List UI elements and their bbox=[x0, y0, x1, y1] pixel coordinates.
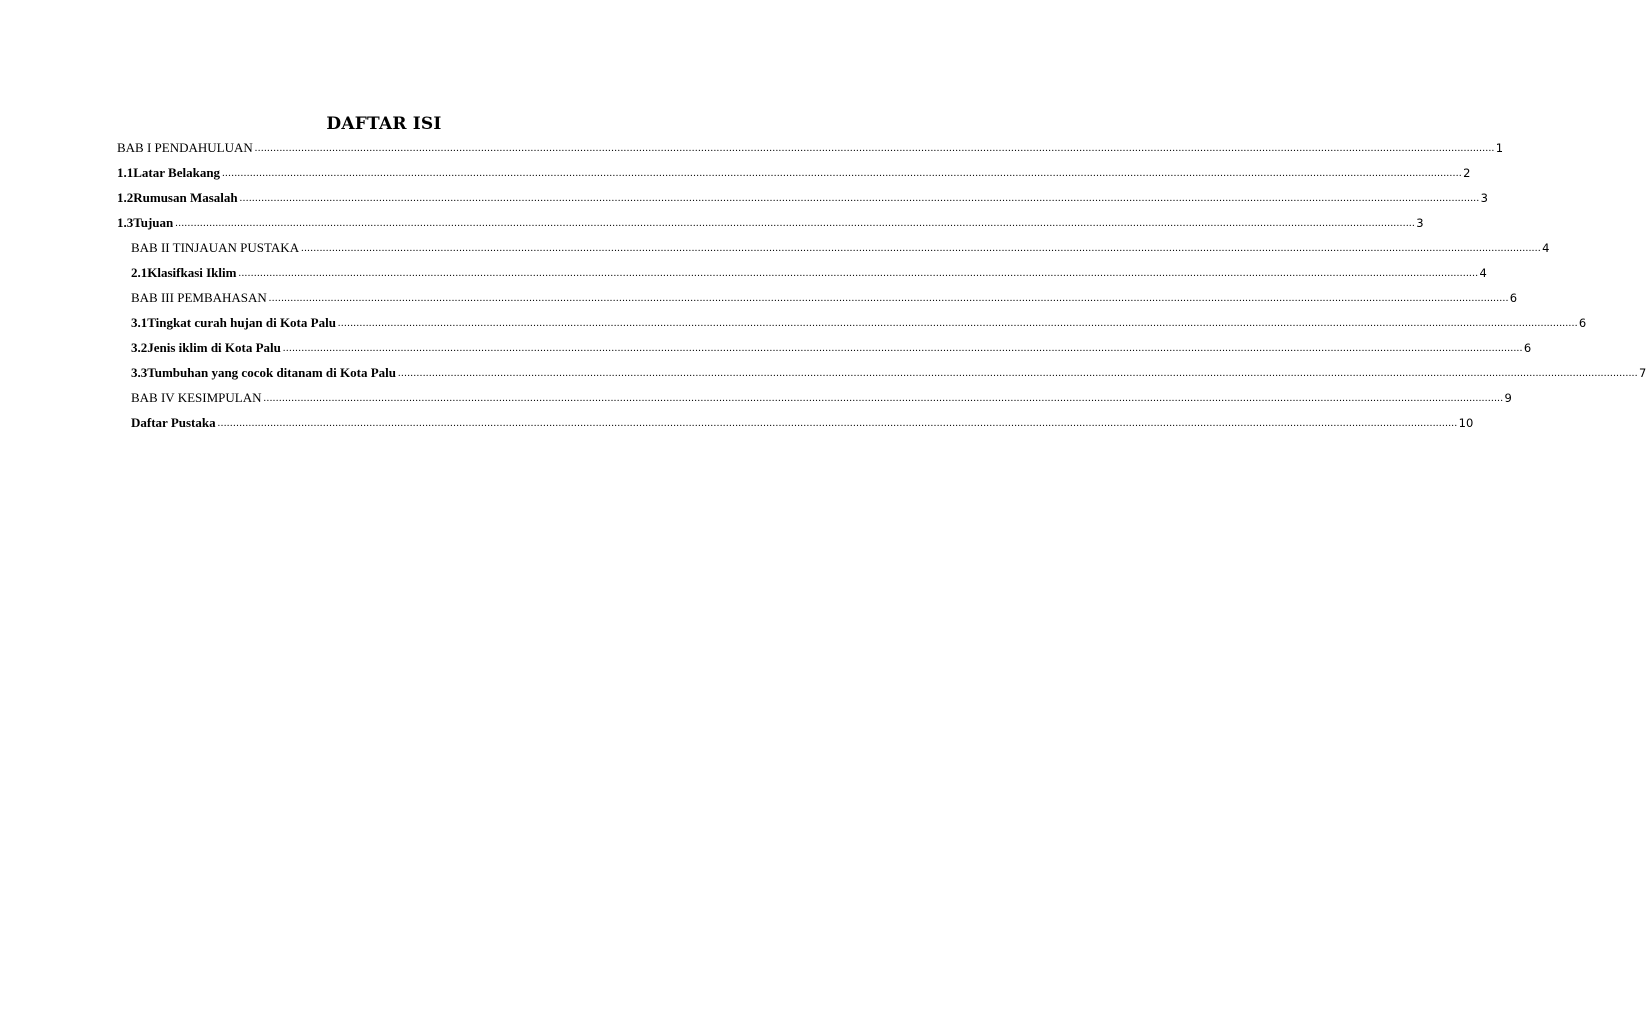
toc-entry-label: BAB I PENDAHULUAN bbox=[117, 140, 253, 155]
toc-entry-label: Tujuan bbox=[133, 215, 174, 230]
toc-entry-number: 1.1 bbox=[117, 165, 134, 180]
toc-entry-bab-2[interactable] bbox=[131, 238, 1550, 256]
toc-entry-label: Daftar Pustaka bbox=[131, 415, 216, 430]
toc-entry-1-1[interactable] bbox=[117, 163, 1471, 181]
dot-leader: ................................................................................................................................................................................................................................................................................................................................................................................................................ bbox=[239, 193, 1480, 204]
dot-leader: ................................................................................................................................................................................................................................................................................................................................................................................................................ bbox=[301, 243, 1542, 254]
toc-entry-label: Tingkat curah hujan di Kota Palu bbox=[147, 315, 336, 330]
toc-entry-daftar-pustaka[interactable] bbox=[131, 413, 1474, 431]
toc-entry-label: Latar Belakang bbox=[133, 165, 221, 180]
toc-title: DAFTAR ISI bbox=[326, 114, 442, 134]
toc-entry-number: 3.3 bbox=[131, 365, 148, 380]
toc-entry-page: 9 bbox=[1504, 391, 1512, 405]
toc-entry-number: 2.1 bbox=[131, 265, 148, 280]
toc-entry-page: 4 bbox=[1542, 241, 1550, 255]
toc-entry-page: 1 bbox=[1495, 141, 1504, 155]
toc-entry-page: 6 bbox=[1578, 316, 1587, 330]
dot-leader: ................................................................................................................................................................................................................................................................................................................................................................................................................ bbox=[175, 218, 1416, 229]
toc-entry-label: Klasifkasi Iklim bbox=[147, 265, 237, 280]
toc-entry-page: 6 bbox=[1509, 291, 1518, 305]
toc-entry-label: BAB IV KESIMPULAN bbox=[131, 390, 262, 405]
toc-entry-bab-4[interactable] bbox=[131, 388, 1512, 406]
toc-entry-3-1[interactable] bbox=[131, 313, 1587, 331]
dot-leader: ................................................................................................................................................................................................................................................................................................................................................................................................................ bbox=[217, 418, 1458, 429]
toc-entry-label: BAB III PEMBAHASAN bbox=[131, 290, 267, 305]
toc-entry-number: 1.2 bbox=[117, 190, 134, 205]
dot-leader: ................................................................................................................................................................................................................................................................................................................................................................................................................ bbox=[398, 368, 1639, 379]
toc-entry-page: 6 bbox=[1523, 341, 1532, 355]
toc-entry-page: 4 bbox=[1479, 266, 1487, 280]
toc-entry-3-2[interactable] bbox=[131, 338, 1532, 356]
toc-entry-1-2[interactable] bbox=[117, 188, 1488, 206]
toc-entry-bab-1[interactable] bbox=[117, 138, 1504, 156]
toc-entry-1-3[interactable] bbox=[117, 213, 1424, 231]
dot-leader: ................................................................................................................................................................................................................................................................................................................................................................................................................ bbox=[337, 318, 1578, 329]
toc-entry-page: 3 bbox=[1416, 216, 1424, 230]
toc-entry-bab-3[interactable] bbox=[131, 288, 1518, 306]
toc-entry-number: 3.2 bbox=[131, 340, 148, 355]
toc-entry-3-3[interactable] bbox=[131, 363, 1646, 381]
toc-entry-page: 2 bbox=[1463, 166, 1471, 180]
toc-entry-2-1[interactable] bbox=[131, 263, 1487, 281]
toc-entry-label: Rumusan Masalah bbox=[133, 190, 238, 205]
dot-leader: ................................................................................................................................................................................................................................................................................................................................................................................................................ bbox=[222, 168, 1463, 179]
toc-entry-label: Tumbuhan yang cocok ditanam di Kota Palu bbox=[147, 365, 397, 380]
toc-entry-label: Jenis iklim di Kota Palu bbox=[147, 340, 281, 355]
toc-entry-page: 7 bbox=[1639, 366, 1646, 380]
toc-entry-number: 1.3 bbox=[117, 215, 134, 230]
toc-entry-page: 10 bbox=[1458, 416, 1474, 430]
toc-entry-page: 3 bbox=[1480, 191, 1488, 205]
dot-leader: ................................................................................................................................................................................................................................................................................................................................................................................................................ bbox=[254, 143, 1495, 154]
dot-leader: ................................................................................................................................................................................................................................................................................................................................................................................................................ bbox=[282, 343, 1523, 354]
dot-leader: ................................................................................................................................................................................................................................................................................................................................................................................................................ bbox=[238, 268, 1479, 279]
toc-entry-label: BAB II TINJAUAN PUSTAKA bbox=[131, 240, 300, 255]
toc-entry-number: 3.1 bbox=[131, 315, 148, 330]
dot-leader: ................................................................................................................................................................................................................................................................................................................................................................................................................ bbox=[263, 393, 1504, 404]
dot-leader: ................................................................................................................................................................................................................................................................................................................................................................................................................ bbox=[268, 293, 1509, 304]
